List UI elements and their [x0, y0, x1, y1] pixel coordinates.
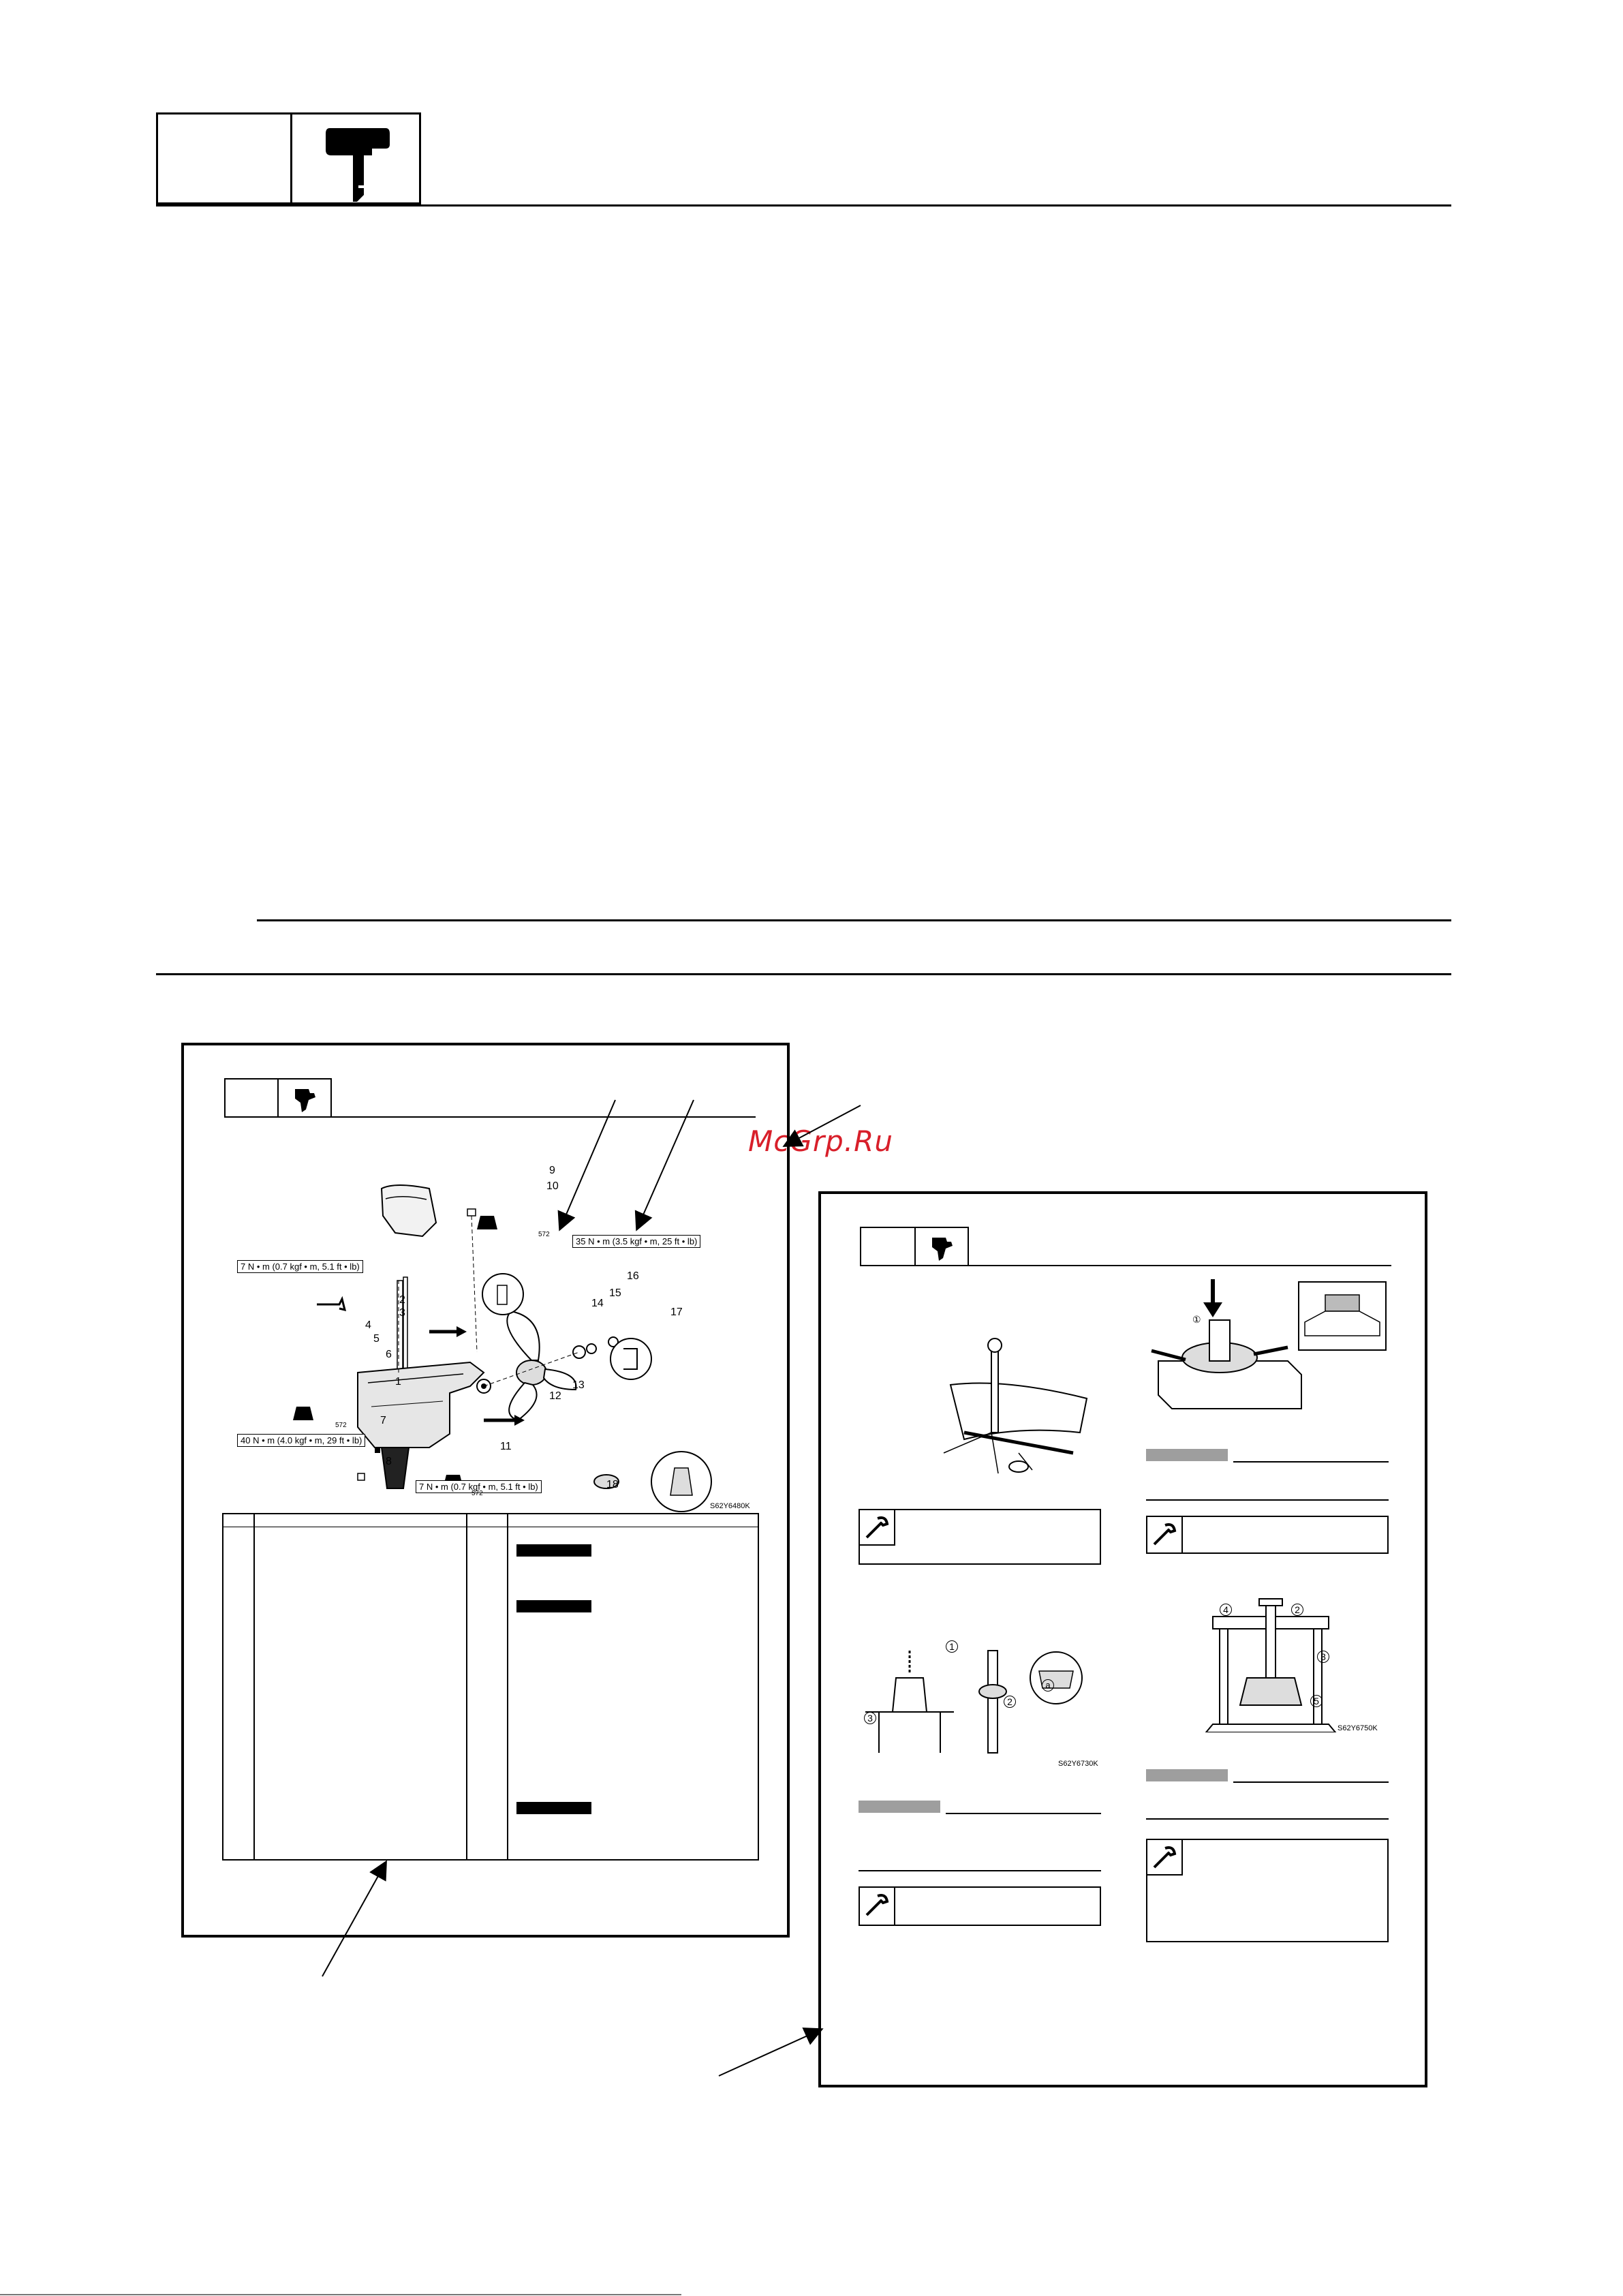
bearing-puller-illustration [1199, 1596, 1363, 1732]
part-number: 4 [365, 1319, 371, 1331]
note-rule [946, 1813, 1101, 1814]
part-number: 11 [500, 1441, 512, 1452]
note-bar [1146, 1449, 1228, 1461]
table-col-divider [253, 1514, 255, 1859]
svg-text:①: ① [1192, 1314, 1201, 1325]
left-page-header-rule [224, 1116, 756, 1118]
remark-bar [516, 1600, 591, 1612]
service-tool-box [859, 1886, 1101, 1926]
note-bar [1146, 1769, 1228, 1781]
callout-number: 4 [1220, 1604, 1232, 1616]
lower-unit-exploded-diagram [225, 1148, 756, 1529]
right-page-header-box [860, 1227, 916, 1266]
shaft-removal-illustration [923, 1330, 1107, 1480]
service-tool-icon [860, 1510, 894, 1544]
figure-code: S62Y6750K [1338, 1724, 1378, 1732]
torque-label: 35 N • m (3.5 kgf • m, 25 ft • lb) [572, 1235, 700, 1248]
callout-number: 2 [1291, 1604, 1303, 1616]
callout-number: 2 [1004, 1696, 1016, 1708]
callout-number: 1 [946, 1640, 958, 1653]
part-number: 17 [670, 1306, 683, 1318]
part-number: 18 [606, 1479, 619, 1490]
part-number: 12 [549, 1390, 561, 1402]
part-number: 16 [627, 1270, 639, 1282]
service-tool-icon-cell [1147, 1840, 1183, 1876]
callout-number: 3 [864, 1712, 876, 1724]
service-tool-icon [860, 1888, 894, 1922]
part-number: 6 [386, 1349, 392, 1360]
right-page-icon-box [914, 1227, 969, 1266]
figure-code: S62Y6480K [710, 1502, 750, 1510]
right-sample-page [818, 1191, 1427, 2087]
part-number: 13 [572, 1379, 585, 1391]
remark-bar [516, 1802, 591, 1814]
callout-number: 3 [1317, 1651, 1329, 1663]
part-number: 14 [591, 1298, 604, 1309]
part-number: 7 [380, 1415, 386, 1426]
remark-bar [516, 1544, 591, 1557]
part-number: 9 [549, 1165, 555, 1176]
callout-letter: a [1042, 1679, 1054, 1692]
torque-label: 7 N • m (0.7 kgf • m, 5.1 ft • lb) [237, 1260, 363, 1273]
part-number: 1 [395, 1376, 401, 1388]
figure-code: S62Y6730K [1058, 1760, 1098, 1768]
left-page-icon-box [277, 1078, 332, 1118]
note-rule [1146, 1818, 1389, 1820]
left-page-header-box [224, 1078, 279, 1118]
service-tool-icon-cell [860, 1888, 895, 1925]
table-col-divider [507, 1514, 508, 1859]
service-tool-box [1146, 1839, 1389, 1942]
bearing-detail-inset [1298, 1281, 1387, 1351]
parts-table [222, 1513, 759, 1861]
part-number: 5 [373, 1333, 380, 1345]
part-number: 10 [546, 1180, 559, 1192]
sealant-code: 572 [472, 1490, 483, 1497]
note-bar [859, 1801, 940, 1813]
right-page-header-rule [860, 1265, 1391, 1266]
callout-number: 5 [1310, 1695, 1323, 1707]
service-tool-icon-cell [1147, 1517, 1183, 1552]
service-tool-box [1146, 1516, 1389, 1554]
note-rule [859, 1870, 1101, 1871]
watermark: McGrp.Ru [748, 1124, 893, 1158]
service-tool-icon [1147, 1840, 1181, 1874]
part-number: 3 [399, 1307, 405, 1319]
part-number: 15 [609, 1287, 621, 1299]
sealant-code: 572 [538, 1231, 550, 1238]
torque-label: 7 N • m (0.7 kgf • m, 5.1 ft • lb) [416, 1480, 542, 1493]
shaft-press-illustration [859, 1637, 1090, 1760]
part-number: 8 [386, 1456, 392, 1467]
lower-unit-icon [914, 1228, 968, 1265]
part-number: 2 [399, 1294, 405, 1306]
footer-rule [0, 2294, 681, 2295]
note-rule [1233, 1461, 1389, 1463]
note-rule [1146, 1499, 1389, 1501]
note-rule [1233, 1781, 1389, 1783]
service-tool-icon-cell [860, 1510, 895, 1546]
service-tool-box [859, 1509, 1101, 1565]
sealant-code: 572 [335, 1422, 347, 1429]
left-sample-page [181, 1043, 790, 1938]
service-tool-icon [1147, 1517, 1181, 1551]
table-col-divider [466, 1514, 467, 1859]
lower-unit-icon [277, 1080, 330, 1116]
torque-label: 40 N • m (4.0 kgf • m, 29 ft • lb) [237, 1434, 365, 1447]
